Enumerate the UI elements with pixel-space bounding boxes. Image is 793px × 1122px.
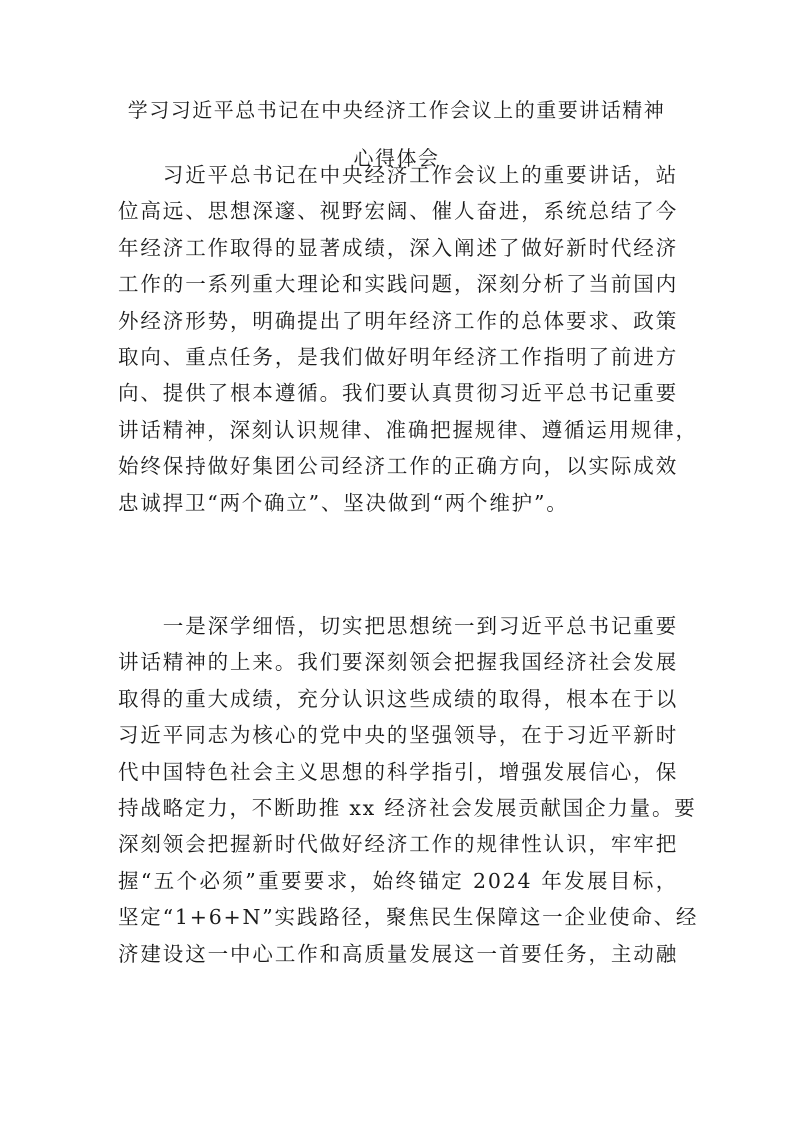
paragraph-line: 工作的一系列重大理论和实践问题，深刻分析了当前国内 — [118, 272, 678, 297]
paragraph-intro — [118, 157, 698, 521]
paragraph-line: 深刻领会把握新时代做好经济工作的规律性认识，牢牢把 — [118, 832, 678, 857]
paragraph-line: 代中国特色社会主义思想的科学指引，增强发展信心，保 — [118, 759, 678, 784]
paragraph-line: 讲话精神的上来。我们要深刻领会把握我国经济社会发展 — [118, 650, 678, 675]
paragraph-line: 始终保持做好集团公司经济工作的正确方向，以实际成效 — [118, 454, 678, 479]
paragraph-line: 位高远、思想深邃、视野宏阔、催人奋进，系统总结了今 — [118, 199, 678, 224]
paragraph-line: 坚定“1+6+N”实践路径，聚焦民生保障这一企业使命、经 — [118, 905, 699, 930]
paragraph-line: 取得的重大成绩，充分认识这些成绩的取得，根本在于以 — [118, 686, 678, 711]
paragraph-line: 外经济形势，明确提出了明年经济工作的总体要求、政策 — [118, 308, 678, 333]
paragraph-point-one — [118, 608, 699, 972]
document-title-line-2: 心得体会 — [353, 146, 440, 170]
paragraph-line: 取向、重点任务，是我们做好明年经济工作指明了前进方 — [118, 345, 678, 370]
paragraph-line: 年经济工作取得的显著成绩，深入阐述了做好新时代经济 — [118, 235, 678, 260]
paragraph-line: 握“五个必须”重要要求，始终锚定 2024 年发展目标， — [118, 868, 678, 893]
paragraph-line: 持战略定力，不断助推 xx 经济社会发展贡献国企力量。要 — [118, 796, 697, 821]
paragraph-line: 习近平总书记在中央经济工作会议上的重要讲话，站 — [118, 163, 678, 187]
paragraph-line: 向、提供了根本遵循。我们要认真贯彻习近平总书记重要 — [118, 381, 678, 406]
paragraph-line: 忠诚捍卫“两个确立”、坚决做到“两个维护”。 — [118, 490, 569, 515]
paragraph-line: 讲话精神，深刻认识规律、准确把握规律、遵循运用规律， — [118, 417, 698, 442]
document-title-line-1: 学习习近平总书记在中央经济工作会议上的重要讲话精神 — [127, 98, 666, 122]
paragraph-line: 济建设这一中心工作和高质量发展这一首要任务，主动融 — [118, 941, 678, 966]
paragraph-line: 一是深学细悟，切实把思想统一到习近平总书记重要 — [118, 614, 678, 638]
paragraph-line: 习近平同志为核心的党中央的坚强领导，在于习近平新时 — [118, 723, 678, 748]
